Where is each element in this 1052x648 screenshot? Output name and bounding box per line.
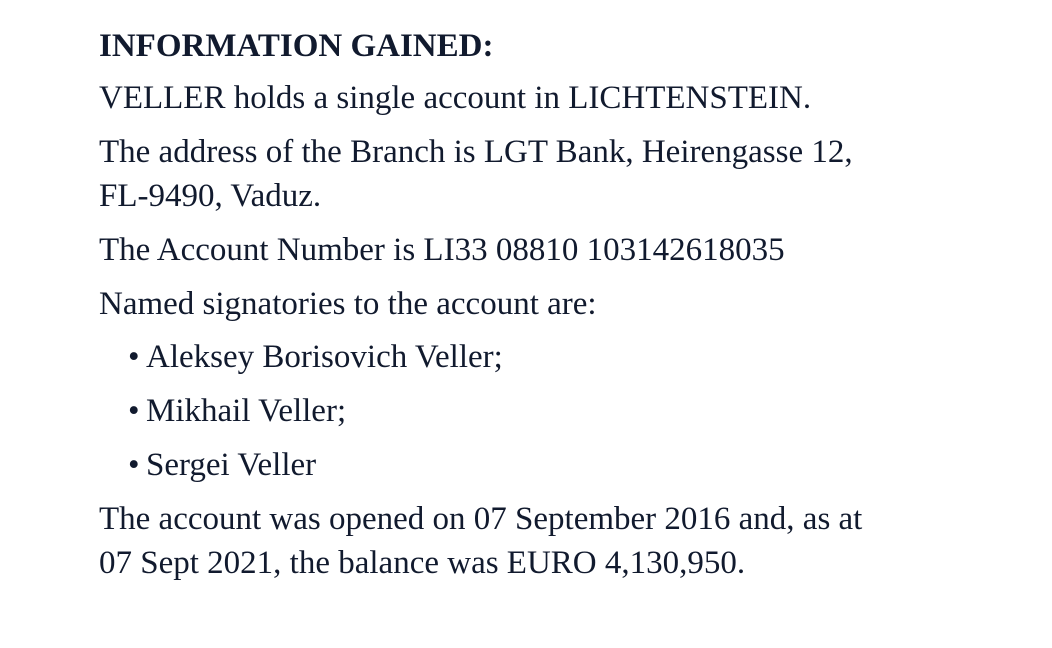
document-body bbox=[99, 24, 999, 595]
bullet-icon: • bbox=[128, 339, 140, 375]
bullet-icon: • bbox=[128, 393, 140, 429]
account-holding-statement: VELLER holds a single account in LICHTENSTEIN. bbox=[99, 80, 812, 116]
account-balance-line-2: 07 Sept 2021, the balance was EURO 4,130,950. bbox=[99, 545, 746, 581]
signatory-name: Sergei Veller bbox=[146, 447, 317, 483]
account-balance-line-1: The account was opened on 07 September 2016 and, as at bbox=[99, 501, 863, 537]
list-item bbox=[128, 443, 999, 487]
signatories-intro: Named signatories to the account are: bbox=[99, 286, 597, 322]
list-item bbox=[128, 335, 999, 379]
branch-address-line-2: FL-9490, Vaduz. bbox=[99, 178, 322, 214]
branch-address-line-1: The address of the Branch is LGT Bank, Heirengasse 12, bbox=[99, 134, 853, 170]
account-number-statement: The Account Number is LI33 08810 103142618035 bbox=[99, 232, 785, 268]
signatory-name: Aleksey Borisovich Veller; bbox=[146, 339, 503, 375]
account-balance-statement bbox=[99, 497, 999, 585]
branch-address bbox=[99, 130, 999, 218]
signatories-list bbox=[99, 335, 999, 487]
signatory-name: Mikhail Veller; bbox=[146, 393, 347, 429]
section-heading: INFORMATION GAINED: bbox=[99, 28, 494, 64]
bullet-icon: • bbox=[128, 447, 140, 483]
list-item bbox=[128, 389, 999, 433]
